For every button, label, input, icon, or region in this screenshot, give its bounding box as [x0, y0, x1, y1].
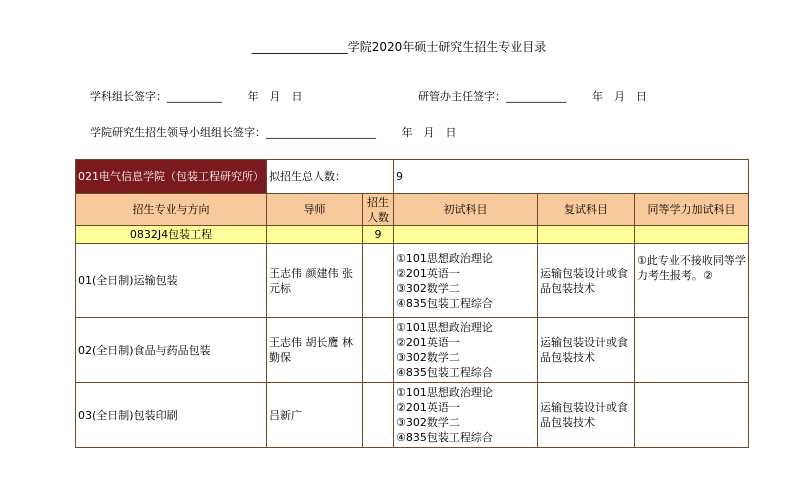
committee-leader-signature: 学院研究生招生领导小组组长签字：____________________ 年 月 日 — [90, 126, 457, 139]
direction-prelim — [394, 244, 538, 318]
major-name: 0832J4包装工程 — [76, 226, 267, 244]
header-extra: 同等学力加试科目 — [635, 194, 749, 226]
major-row — [76, 226, 749, 244]
header-advisor: 导师 — [267, 194, 363, 226]
total-value: 9 — [394, 160, 749, 194]
prelim-subject: ④835包装工程综合 — [396, 296, 493, 310]
prelim-subject: ④835包装工程综合 — [396, 431, 493, 444]
direction-name: 01(全日制)运输包装 — [76, 244, 267, 318]
direction-advisors: 吕新广 — [267, 383, 363, 448]
direction-advisors: 王志伟 颜建伟 张元标 — [267, 244, 363, 318]
header-prelim: 初试科目 — [394, 194, 538, 226]
prelim-subject: ③302数学二 — [396, 281, 460, 295]
direction-extra: ①此专业不接收同等学力考生报考。② — [635, 244, 749, 318]
table-row — [76, 318, 749, 383]
direction-retest: 运输包装设计或食品包装技术 — [538, 244, 635, 318]
page-title: ________________学院2020年硕士研究生招生专业目录 — [251, 40, 547, 54]
direction-name: 03(全日制)包装印刷 — [76, 383, 267, 448]
direction-advisors: 王志伟 胡长鹰 林勤保 — [267, 318, 363, 383]
direction-extra — [635, 383, 749, 448]
direction-retest: 运输包装设计或食品包装技术 — [538, 318, 635, 383]
prelim-subject: ②201英语一 — [396, 266, 460, 280]
prelim-subject: ③302数学二 — [396, 351, 460, 364]
direction-retest: 运输包装设计或食品包装技术 — [538, 383, 635, 448]
header-major: 招生专业与方向 — [76, 194, 267, 226]
prelim-subject: ②201英语一 — [396, 401, 460, 414]
major-count: 9 — [363, 226, 394, 244]
catalog-table — [75, 159, 749, 448]
table-row — [76, 244, 749, 318]
header-count: 招生人数 — [363, 194, 394, 226]
direction-extra — [635, 318, 749, 383]
subject-leader-signature: 学科组长签字：__________ 年 月 日 — [90, 90, 303, 103]
prelim-subject: ①101思想政治理论 — [396, 321, 493, 334]
office-director-signature: 研管办主任签字：___________ 年 月 日 — [418, 90, 647, 103]
prelim-subject: ①101思想政治理论 — [396, 386, 493, 399]
prelim-subject: ③302数学二 — [396, 416, 460, 429]
header-row — [76, 194, 749, 226]
direction-name: 02(全日制)食品与药品包装 — [76, 318, 267, 383]
direction-prelim — [394, 318, 538, 383]
header-retest: 复试科目 — [538, 194, 635, 226]
total-label: 拟招生总人数： — [267, 160, 394, 194]
school-row — [76, 160, 749, 194]
table-row — [76, 383, 749, 448]
prelim-subject: ④835包装工程综合 — [396, 366, 493, 379]
direction-prelim — [394, 383, 538, 448]
prelim-subject: ①101思想政治理论 — [396, 251, 493, 265]
prelim-subject: ②201英语一 — [396, 336, 460, 349]
school-name: 021电气信息学院（包装工程研究所） — [76, 160, 267, 194]
